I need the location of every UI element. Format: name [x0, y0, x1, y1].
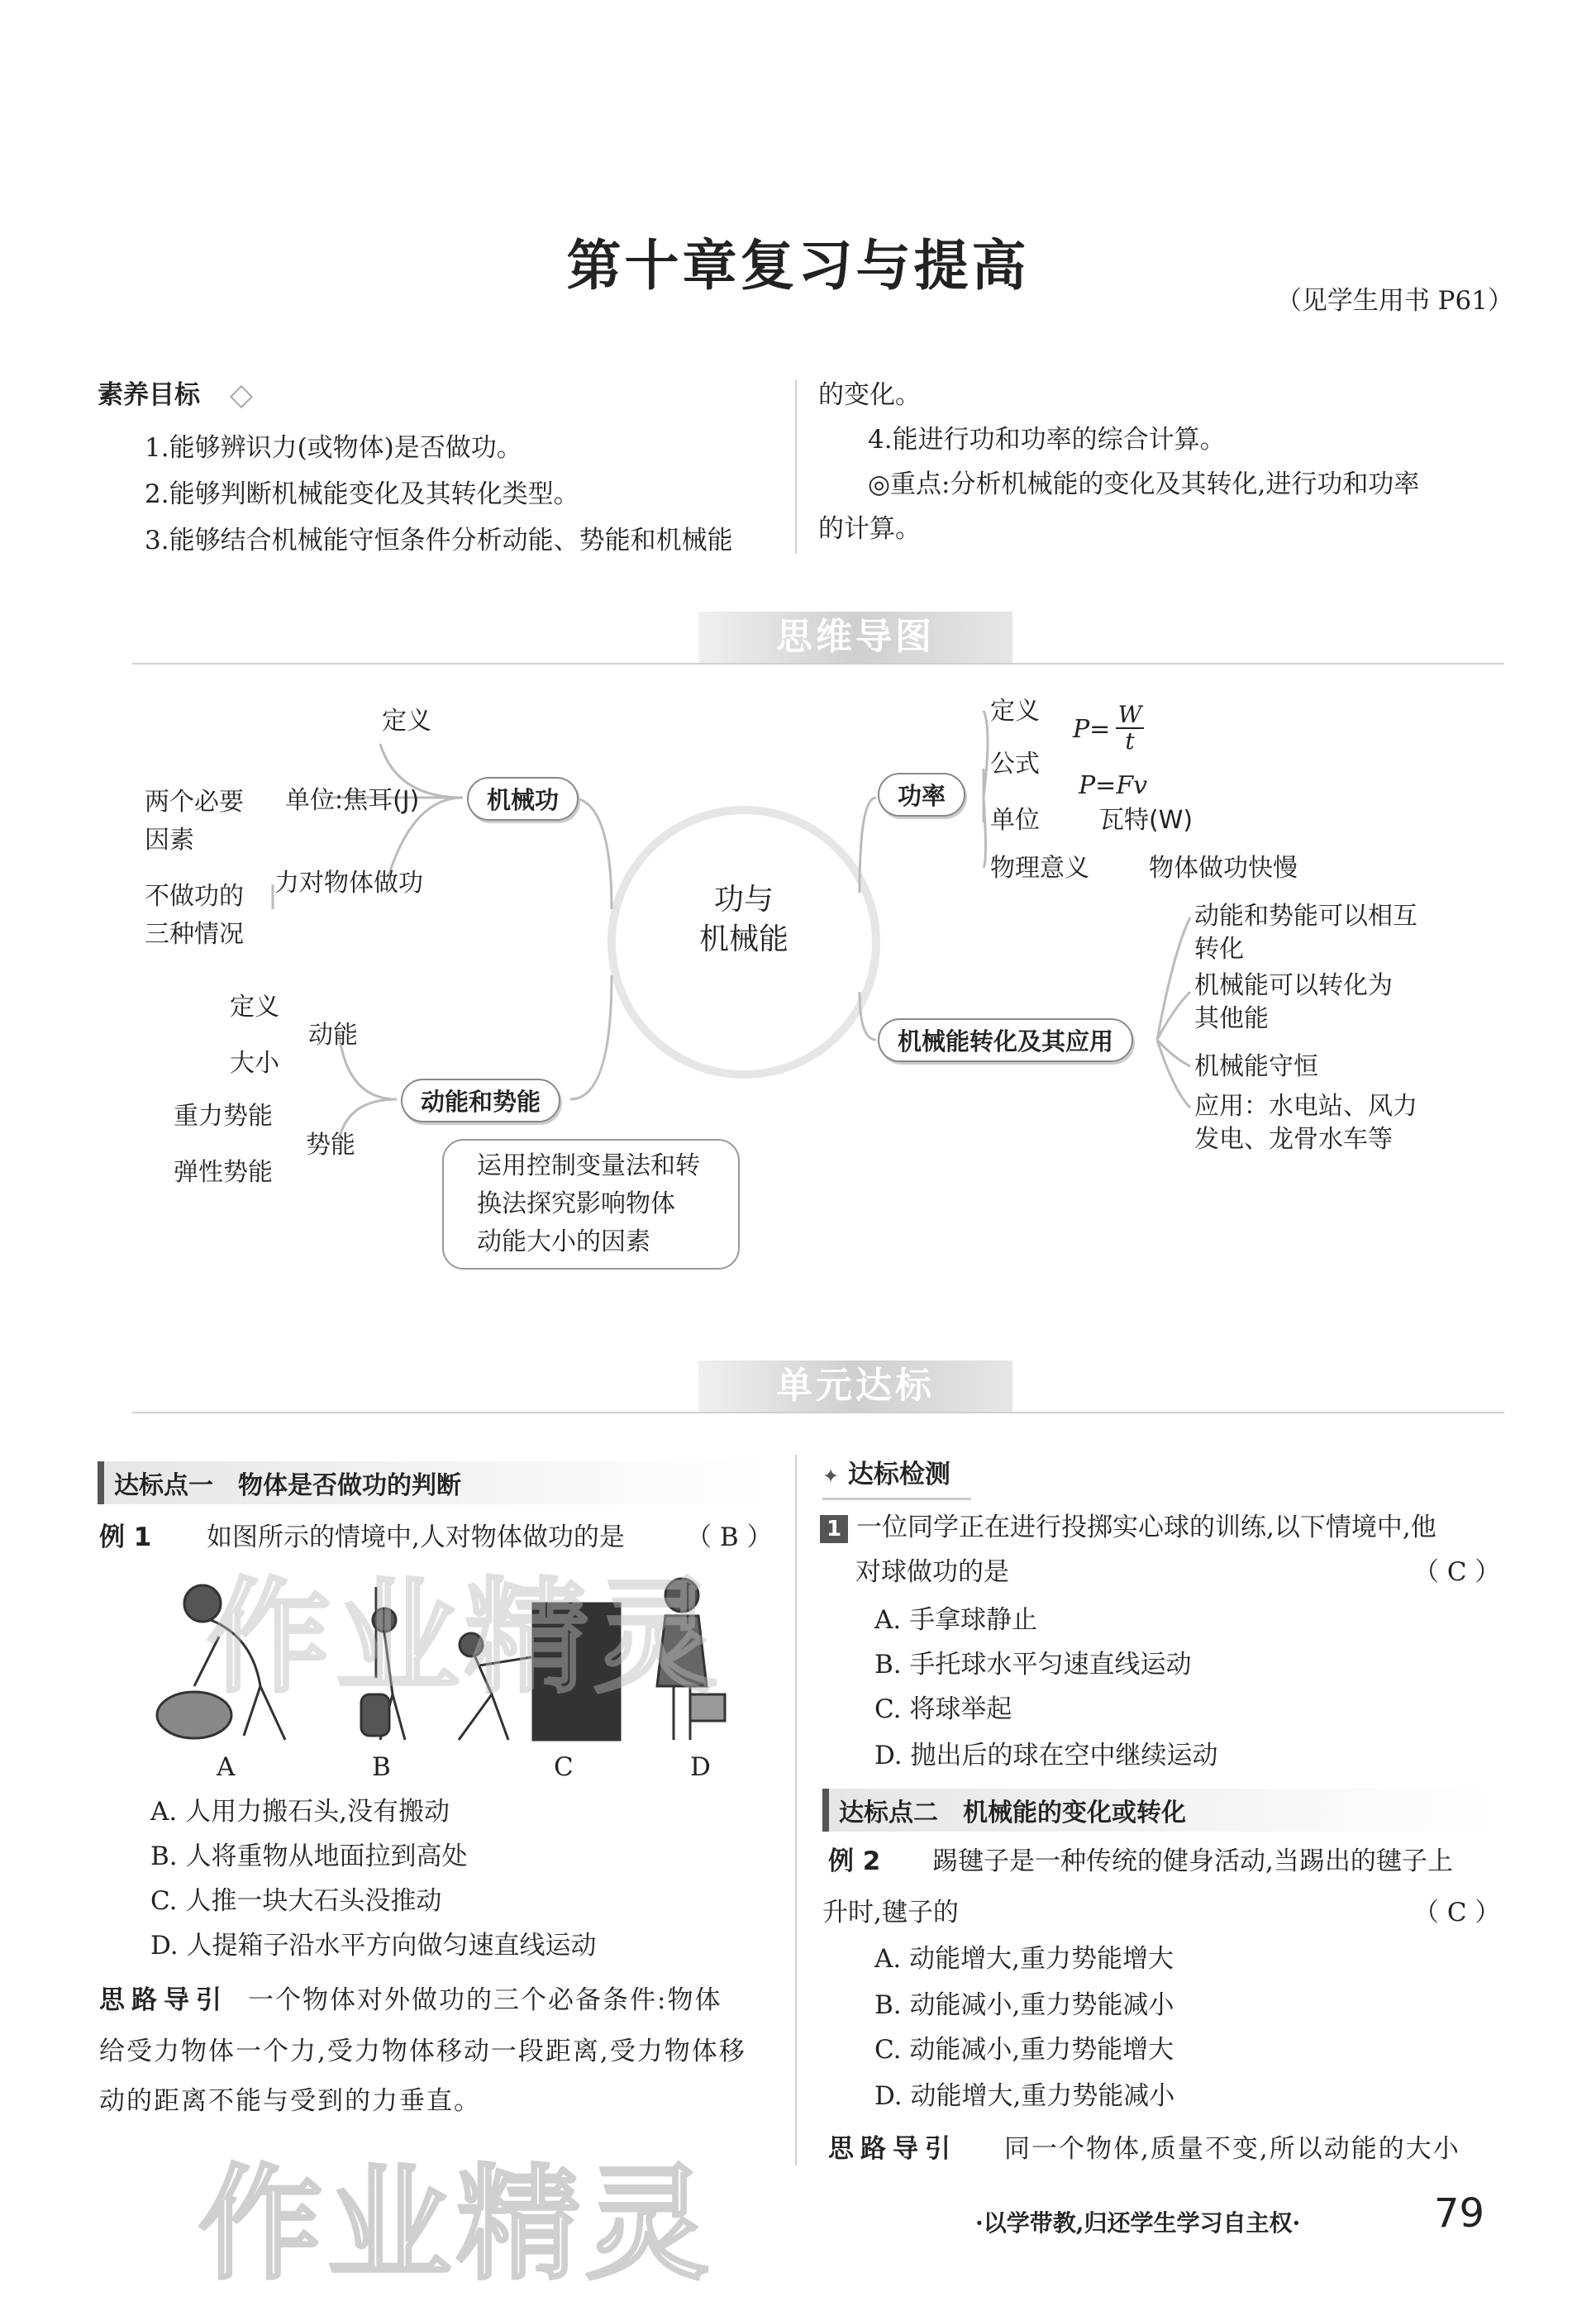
work-none-line1: 不做功的 — [145, 882, 244, 911]
work-unit: 单位:焦耳(J) — [285, 786, 420, 815]
goal-item-3: 3.能够结合机械能守恒条件分析动能、势能和机械能 — [145, 526, 733, 555]
transform-item1-line1: 动能和势能可以相互 — [1194, 902, 1417, 931]
transform-item1-line2: 转化 — [1194, 935, 1244, 964]
transform-item2-line1: 机械能可以转化为 — [1194, 971, 1393, 1000]
energy-gravity: 重力势能 — [174, 1102, 273, 1131]
check-question-line1 — [820, 1511, 1436, 1544]
check-question-text1: 一位同学正在进行投掷实心球的训练,以下情境中,他 — [856, 1513, 1436, 1542]
energy-potential: 势能 — [306, 1131, 355, 1160]
power-formula-p: P= — [1073, 715, 1111, 744]
mindmap-center-line1: 功与 — [713, 883, 774, 917]
example2-option-b: B. 动能减小,重力势能减小 — [874, 1990, 1174, 2020]
example2-option-c: C. 动能减小,重力势能增大 — [874, 2035, 1174, 2065]
point1-heading: 达标点一 物体是否做功的判断 — [98, 1461, 769, 1504]
energy-method-note — [442, 1139, 740, 1270]
example2-question-line1: 踢毽子是一种传统的健身活动,当踢出的毽子上 — [932, 1846, 1453, 1876]
example1-option-c: C. 人推一块大石头没推动 — [150, 1886, 442, 1916]
example1-question: 如图所示的情境中,人对物体做功的是 — [207, 1522, 625, 1552]
power-fraction-numerator: W — [1116, 703, 1144, 729]
question-number-badge: 1 — [820, 1515, 848, 1543]
watermark-bottom: 作业精灵 — [198, 2153, 715, 2297]
energy-note-line3: 动能大小的因素 — [477, 1227, 650, 1256]
node-mechanical-work: 机械功 — [467, 777, 579, 821]
goals-heading: 素养目标 — [98, 380, 200, 410]
watermark-top: 作业精灵 — [207, 1566, 723, 1710]
footer-slogan: ·以学带教,归还学生学习自主权· — [975, 2209, 1301, 2237]
reference-note: （见学生用书 P61） — [1275, 286, 1513, 316]
page-number: 79 — [1434, 2190, 1485, 2237]
transform-item3: 机械能守恒 — [1194, 1052, 1318, 1081]
work-condition-line2: 因素 — [145, 826, 194, 855]
page-title: 第十章复习与提高 — [566, 233, 1030, 298]
work-none-line2: 三种情况 — [145, 920, 244, 949]
check-option-d: D. 抛出后的球在空中继续运动 — [874, 1741, 1218, 1770]
power-fraction-denominator: t — [1125, 727, 1135, 755]
guide1-line3: 动的距离不能与受到的力垂直。 — [99, 2086, 481, 2116]
power-formula: 公式 — [990, 750, 1040, 779]
power-meaning-value: 物体做功快慢 — [1149, 854, 1298, 883]
power-definition: 定义 — [990, 697, 1040, 726]
example1-answer: （ B ） — [686, 1522, 773, 1552]
check-option-c: C. 将球举起 — [874, 1694, 1012, 1724]
figure-label-d: D — [690, 1752, 711, 1782]
goal-item-2: 2.能够判断机械能变化及其转化类型。 — [145, 479, 579, 509]
example2-option-d: D. 动能增大,重力势能减小 — [874, 2081, 1175, 2111]
guide1-label: 思路导引 — [99, 1985, 228, 2015]
guide2-label: 思路导引 — [828, 2134, 957, 2164]
unit-banner: 单元达标 — [698, 1360, 1012, 1412]
work-condition-line1: 两个必要 — [145, 788, 244, 817]
point2-heading: 达标点二 机械能的变化或转化 — [822, 1789, 1494, 1832]
goal-item-4: 4.能进行功和功率的综合计算。 — [868, 425, 1226, 455]
check-option-b: B. 手托球水平匀速直线运动 — [874, 1650, 1192, 1680]
mindmap-center — [678, 880, 810, 960]
mindmap-banner: 思维导图 — [698, 612, 1012, 663]
guide2-text: 同一个物体,质量不变,所以动能的大小 — [1004, 2134, 1460, 2164]
goal-key-point: ◎重点:分析机械能的变化及其转化,进行功和功率 — [868, 469, 1420, 499]
energy-note-line2: 换法探究影响物体 — [477, 1189, 675, 1218]
star-icon: ✦ — [822, 1465, 840, 1488]
example2-answer: （ C ） — [1413, 1898, 1501, 1927]
energy-kinetic: 动能 — [308, 1021, 358, 1050]
example1-option-b: B. 人将重物从地面拉到高处 — [150, 1842, 468, 1871]
node-power: 功率 — [878, 773, 965, 817]
energy-size: 大小 — [230, 1049, 279, 1078]
check-answer: （ C ） — [1413, 1557, 1501, 1587]
power-formula-value: P=Fv — [1079, 771, 1148, 800]
goal-item-3-cont: 的变化。 — [818, 380, 921, 410]
work-definition: 定义 — [382, 707, 431, 736]
example2-label: 例 2 — [828, 1846, 881, 1876]
figure-label-c: C — [554, 1752, 574, 1782]
node-kinetic-potential: 动能和势能 — [401, 1079, 560, 1122]
power-unit-value: 瓦特(W) — [1099, 806, 1193, 835]
transform-item4-line2: 发电、龙骨水车等 — [1194, 1125, 1393, 1154]
mindmap-center-line2: 机械能 — [698, 922, 788, 956]
power-fraction — [1116, 703, 1144, 754]
unit-banner-line — [132, 1412, 1504, 1413]
power-unit: 单位 — [990, 806, 1040, 835]
work-force: 力对物体做功 — [274, 869, 423, 898]
check-question-line2: 对球做功的是 — [855, 1557, 1009, 1587]
energy-elastic: 弹性势能 — [174, 1158, 273, 1187]
energy-definition: 定义 — [230, 993, 279, 1022]
example1-label: 例 1 — [99, 1522, 152, 1552]
check-underline — [822, 1498, 971, 1500]
check-heading-text: 达标检测 — [847, 1460, 950, 1489]
guide1-line1: 一个物体对外做功的三个必备条件:物体 — [248, 1985, 722, 2015]
example1-option-a: A. 人用力搬石头,没有搬动 — [150, 1797, 450, 1827]
figure-label-b: B — [372, 1752, 391, 1782]
example2-option-a: A. 动能增大,重力势能增大 — [874, 1944, 1174, 1974]
goal-item-1: 1.能够辨识力(或物体)是否做功。 — [145, 433, 522, 463]
figure-label-a: A — [217, 1752, 236, 1782]
example1-option-d: D. 人提箱子沿水平方向做匀速直线运动 — [150, 1931, 597, 1961]
power-meaning: 物理意义 — [990, 854, 1089, 883]
example2-question-line2: 升时,毽子的 — [822, 1898, 959, 1927]
transform-item2-line2: 其他能 — [1194, 1004, 1269, 1033]
check-option-a: A. 手拿球静止 — [874, 1605, 1038, 1635]
transform-item4-line1: 应用：水电站、风力 — [1194, 1092, 1417, 1121]
node-energy-transform: 机械能转化及其应用 — [878, 1018, 1133, 1062]
unit-column-divider — [795, 1455, 797, 2166]
guide1-line2: 给受力物体一个力,受力物体移动一段距离,受力物体移 — [99, 2037, 746, 2066]
energy-note-line1: 运用控制变量法和转 — [477, 1151, 700, 1180]
goal-key-point-cont: 的计算。 — [818, 514, 921, 544]
check-heading — [822, 1458, 950, 1493]
